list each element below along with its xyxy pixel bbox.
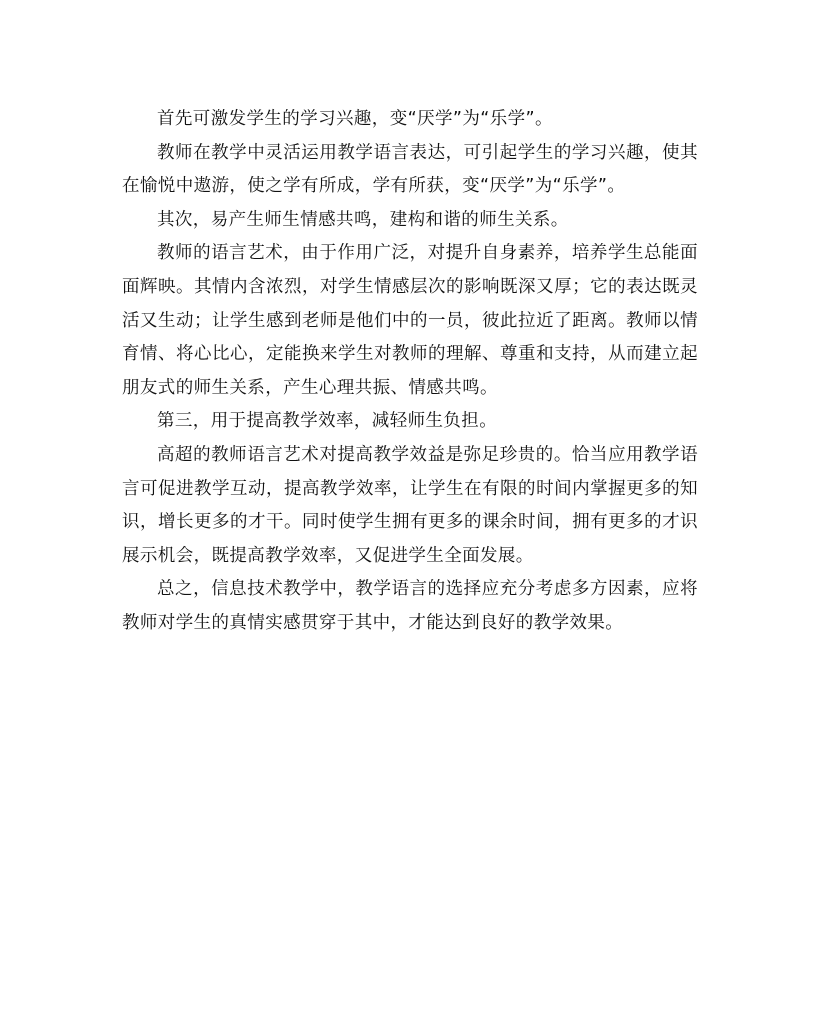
paragraph-relationship-heading: 其次，易产生师生情感共鸣，建构和谐的师生关系。: [157, 209, 569, 230]
paragraph-conclusion: 总之，信息技术教学中，教学语言的选择应充分考虑多方因素，应将教师对学生的真情实感贯穿于其中，才能达到良好的教学效果。: [122, 579, 698, 633]
paragraph-efficiency-heading: 第三，用于提高教学效率，减轻师生负担。: [157, 411, 498, 432]
paragraph-efficiency-body: 高超的教师语言艺术对提高教学效益是弥足珍贵的。恰当应用教学语言可促进教学互动，提高教学效率，让学生在有限的时间内掌握更多的知识，增长更多的才干。同时使学生拥有更多的课余时间，拥有更多的才识展示机会，既提高教学效率，又促进学生全面发展。: [122, 444, 698, 566]
paragraph-relationship-body: 教师的语言艺术，由于作用广泛，对提升自身素养，培养学生总能面面辉映。其情内含浓烈，对学生情感层次的影响既深又厚；它的表达既灵活又生动；让学生感到老师是他们中的一员，彼此拉近了距离。教师以情育情、将心比心，定能换来学生对教师的理解、尊重和支持，从而建立起朋友式的师生关系，产生心理共振、情感共鸣。: [122, 243, 698, 398]
paragraph-interest-body: 教师在教学中灵活运用教学语言表达，可引起学生的学习兴趣，使其在愉悦中遨游，使之学有所成，学有所获，变“厌学”为“乐学”。: [122, 142, 698, 197]
document-body: [122, 103, 698, 641]
paragraph-interest-heading: 首先可激发学生的学习兴趣，变“厌学”为“乐学”。: [157, 109, 553, 129]
